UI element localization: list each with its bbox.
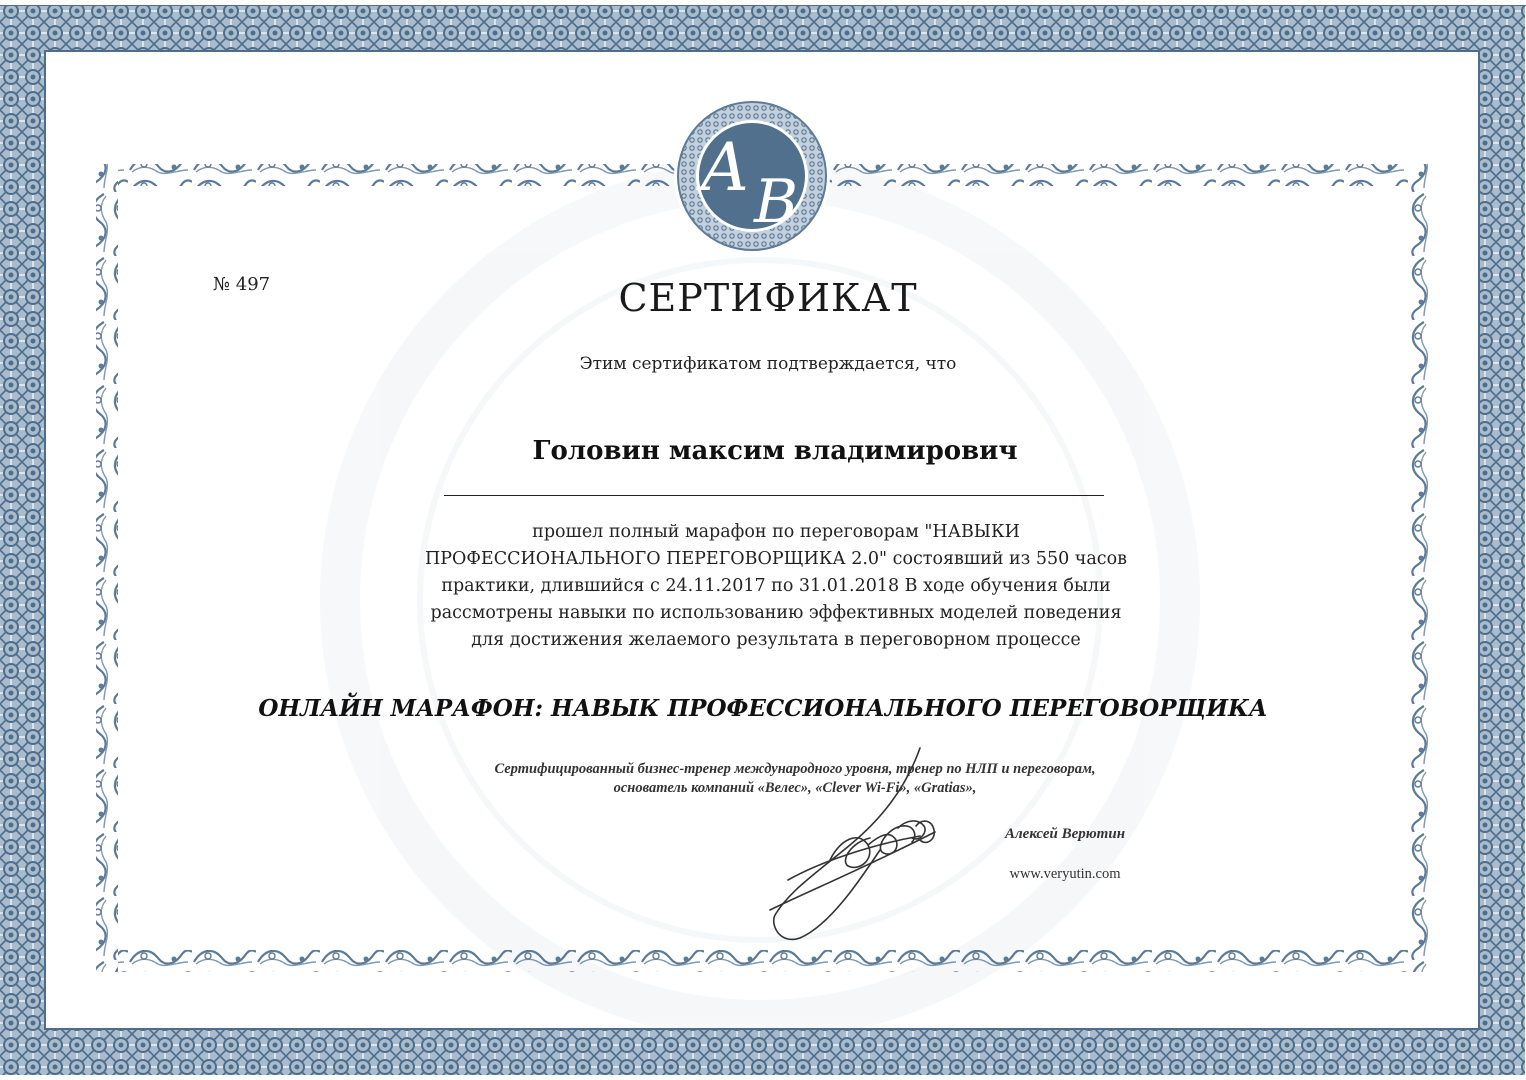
certificate-number: № 497 bbox=[213, 274, 271, 295]
svg-text:B: B bbox=[753, 167, 799, 237]
monogram-emblem bbox=[674, 98, 830, 254]
recipient-name: Головин максим владимирович bbox=[532, 436, 1018, 466]
recipient-underline bbox=[444, 495, 1104, 496]
svg-text:A: A bbox=[701, 129, 749, 206]
signer-website[interactable]: www.veryutin.com bbox=[1009, 866, 1121, 882]
signer-description bbox=[430, 760, 1160, 798]
signer-description-line2: основатель компаний «Велес», «Clever Wi-Fi», «Gratias», bbox=[613, 780, 977, 796]
certificate-title: СЕРТИФИКАТ bbox=[618, 276, 918, 320]
signer-description-line1: Сертифицированный бизнес-тренер международного уровня, тренер по НЛП и переговорам, bbox=[494, 761, 1096, 777]
signer-name: Алексей Верютин bbox=[1004, 826, 1126, 842]
course-title: ОНЛАЙН МАРАФОН: НАВЫК ПРОФЕССИОНАЛЬНОГО ПЕРЕГОВОРЩИКА bbox=[258, 695, 1268, 722]
certificate-body: прошел полный марафон по переговорам "НАВЫКИ ПРОФЕССИОНАЛЬНОГО ПЕРЕГОВОРЩИКА 2.0" состоявший из 550 часов практики, длившийся с 24.11.2017 по 31.01.2018 В ходе обучения были рассмотрены навыки по использованию эффективных моделей поведения для достижения желаемого результата в переговорном процессе bbox=[425, 522, 1127, 650]
certificate-subtitle: Этим сертификатом подтверждается, что bbox=[579, 354, 957, 374]
